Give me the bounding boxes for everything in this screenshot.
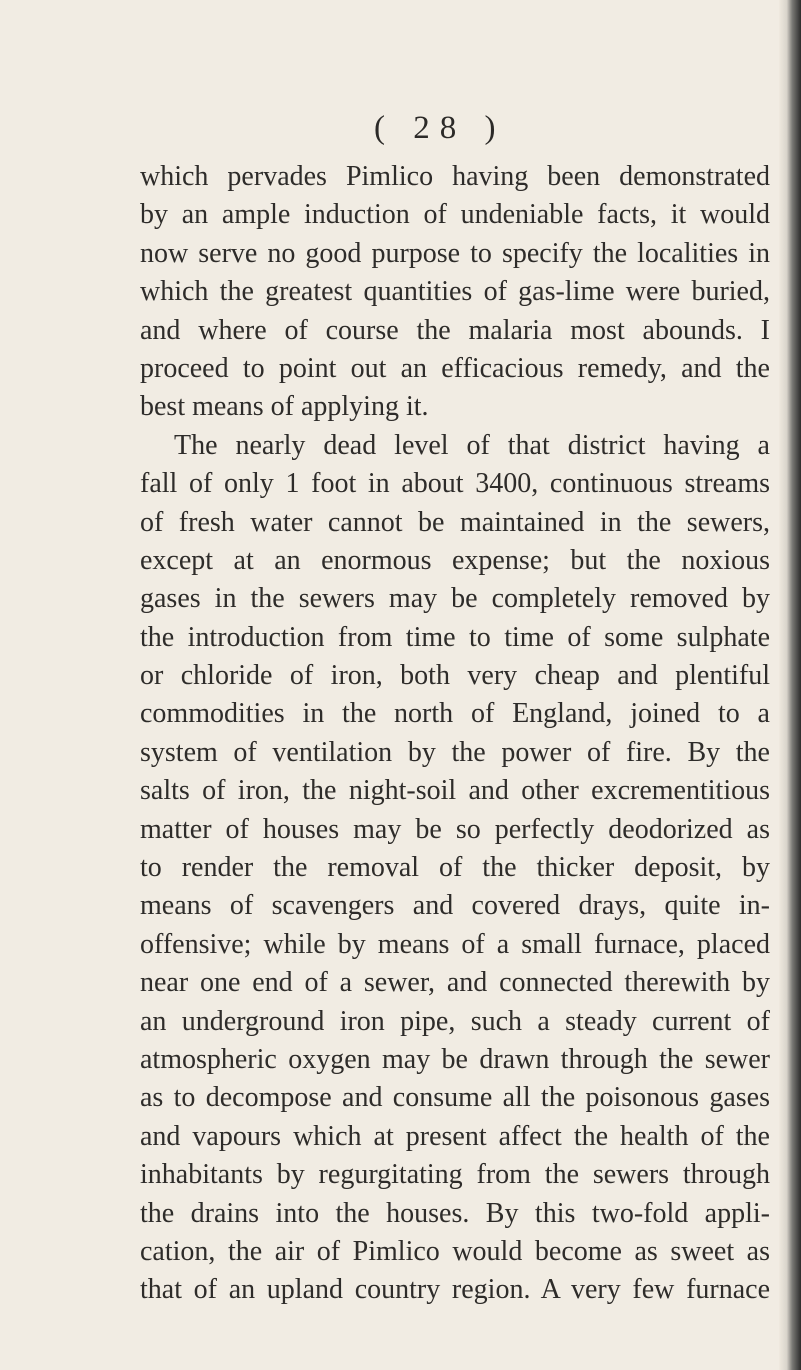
text-line: proceed to point out an efficacious remedy, and the	[140, 352, 770, 384]
text-line: and vapours which at present affect the health of the	[140, 1120, 770, 1152]
text-line: an underground iron pipe, such a steady current of	[140, 1005, 770, 1037]
text-line: atmospheric oxygen may be drawn through the sewer	[140, 1043, 770, 1075]
text-line: and where of course the malaria most abounds. I	[140, 314, 770, 346]
text-line: the introduction from time to time of some sulphate	[140, 621, 770, 653]
text-line: system of ventilation by the power of fire. By the	[140, 736, 770, 768]
text-line: which pervades Pimlico having been demonstrated	[140, 161, 770, 192]
text-line: the drains into the houses. By this two-fold appli-	[140, 1197, 770, 1229]
text-line: now serve no good purpose to specify the localities in	[140, 237, 770, 269]
text-line: of fresh water cannot be maintained in the sewers,	[140, 506, 770, 538]
text-line: as to decompose and consume all the poisonous gases	[140, 1082, 770, 1114]
text-line: or chloride of iron, both very cheap and plentiful	[140, 660, 770, 692]
text-line: near one end of a sewer, and connected therewith by	[140, 967, 770, 999]
body-text	[140, 158, 770, 1310]
page-number: ( 28 )	[374, 110, 506, 146]
text-line: The nearly dead level of that district having a	[174, 429, 770, 461]
text-line: which the greatest quantities of gas-lime were buried,	[140, 276, 770, 308]
text-line: matter of houses may be so perfectly deodorized as	[140, 813, 770, 845]
text-line: means of scavengers and covered drays, quite in-	[140, 890, 770, 922]
text-line: offensive; while by means of a small furnace, placed	[140, 928, 770, 960]
text-line: gases in the sewers may be completely removed by	[140, 583, 770, 615]
text-line: salts of iron, the night-soil and other excrementitious	[140, 775, 770, 807]
page-edge-shadow	[779, 0, 801, 1370]
text-line: fall of only 1 foot in about 3400, continuous streams	[140, 468, 770, 500]
text-line: except at an enormous expense; but the noxious	[140, 544, 770, 576]
text-line: that of an upland country region. A very few furnace	[140, 1274, 770, 1306]
text-line: best means of applying it.	[140, 391, 429, 423]
text-line: cation, the air of Pimlico would become as sweet as	[140, 1235, 770, 1267]
text-line: by an ample induction of undeniable facts, it would	[140, 199, 770, 231]
text-line: inhabitants by regurgitating from the sewers through	[140, 1159, 770, 1191]
text-line: to render the removal of the thicker deposit, by	[140, 852, 770, 884]
text-line: commodities in the north of England, joined to a	[140, 698, 770, 730]
